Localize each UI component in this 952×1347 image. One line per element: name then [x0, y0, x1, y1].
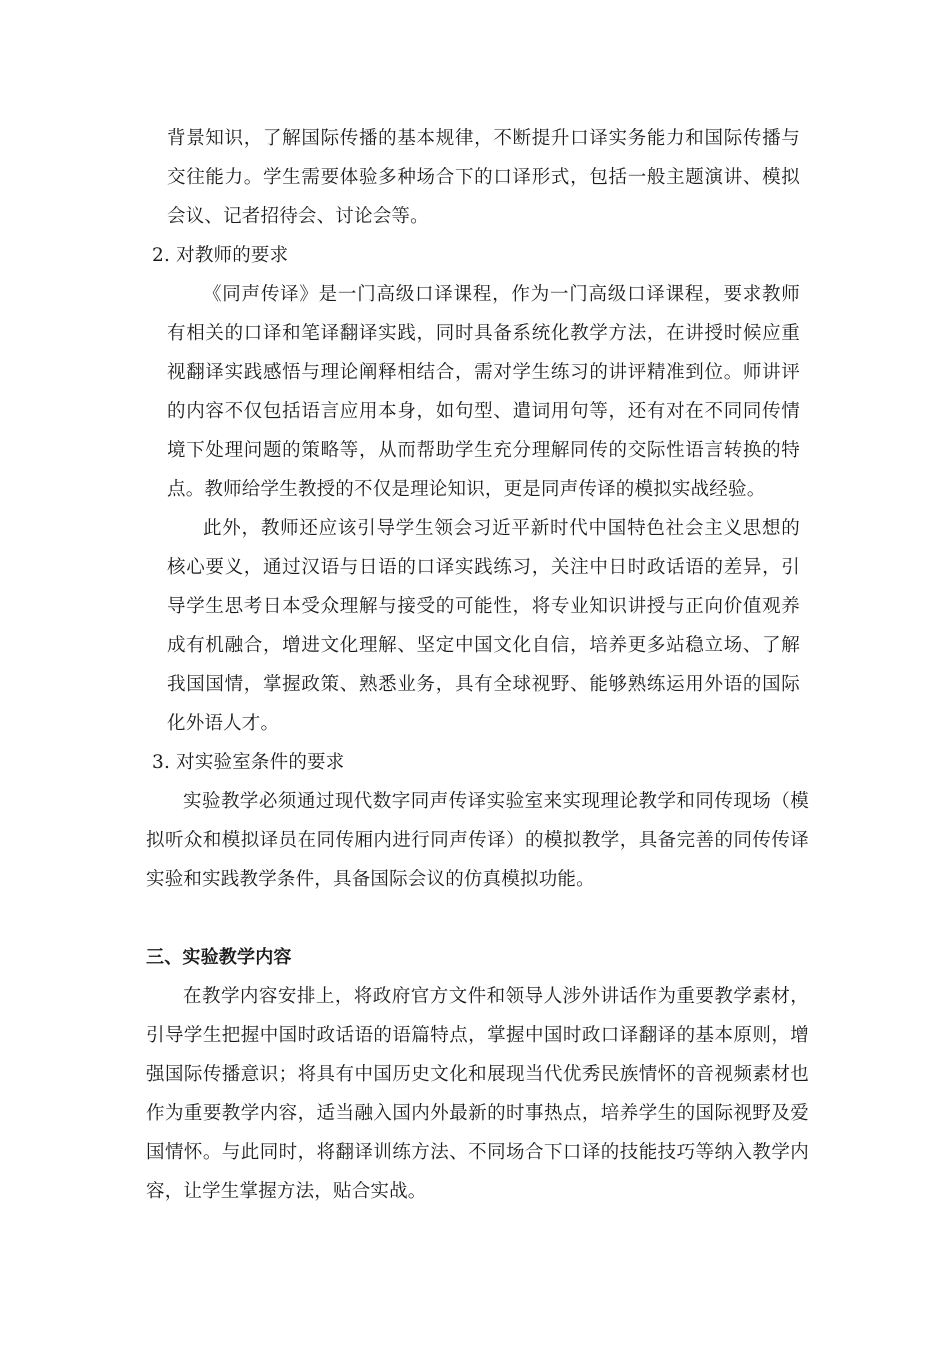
item3-line-1: 实验教学必须通过现代数字同声传译实验室来实现理论教学和同传现场（模	[183, 791, 809, 812]
item2-p1-line-5: 境下处理问题的策略等，从而帮助学生充分理解同传的交际性语言转换的特	[167, 440, 800, 461]
item2-p1-line-4: 的内容不仅包括语言应用本身，如句型、遣词用句等，还有对在不同同传情	[167, 401, 800, 422]
section3-line-3: 强国际传播意识；将具有中国历史文化和展现当代优秀民族情怀的音视频素材也	[146, 1064, 809, 1085]
item2-p2-line-6: 化外语人才。	[167, 713, 280, 734]
section3-line-6: 容，让学生掌握方法，贴合实战。	[146, 1181, 427, 1202]
section3-heading: 三、实验教学内容	[146, 947, 292, 968]
section3-line-4: 作为重要教学内容，适当融入国内外最新的时事热点，培养学生的国际视野及爱	[146, 1103, 809, 1124]
item3-heading: 3. 对实验室条件的要求	[152, 752, 345, 773]
item2-p1-line-6: 点。教师给学生教授的不仅是理论知识，更是同声传译的模拟实战经验。	[167, 479, 766, 500]
item2-p1-line-1: 《同声传译》是一门高级口译课程，作为一门高级口译课程，要求教师	[203, 284, 800, 305]
item3-line-3: 实验和实践教学条件，具备国际会议的仿真模拟功能。	[146, 869, 595, 890]
intro-line-2: 交往能力。学生需要体验多种场合下的口译形式，包括一般主题演讲、模拟	[167, 167, 800, 188]
section3-line-1: 在教学内容安排上，将政府官方文件和领导人涉外讲话作为重要教学素材，	[183, 986, 809, 1007]
item2-p1-line-2: 有相关的口译和笔译翻译实践，同时具备系统化教学方法，在讲授时候应重	[167, 323, 800, 344]
intro-line-3: 会议、记者招待会、讨论会等。	[167, 206, 429, 227]
item3-line-2: 拟听众和模拟译员在同传厢内进行同声传译）的模拟教学，具备完善的同传传译	[146, 830, 809, 851]
item2-p2-line-1: 此外，教师还应该引导学生领会习近平新时代中国特色社会主义思想的	[203, 518, 800, 539]
item2-p2-line-5: 我国国情，掌握政策、熟悉业务，具有全球视野、能够熟练运用外语的国际	[167, 674, 800, 695]
section3-line-2: 引导学生把握中国时政话语的语篇特点，掌握中国时政口译翻译的基本原则，增	[146, 1025, 809, 1046]
section3-line-5: 国情怀。与此同时，将翻译训练方法、不同场合下口译的技能技巧等纳入教学内	[146, 1142, 809, 1163]
intro-line-1: 背景知识，了解国际传播的基本规律，不断提升口译实务能力和国际传播与	[167, 128, 800, 149]
item2-heading: 2. 对教师的要求	[152, 245, 289, 266]
item2-p2-line-4: 成有机融合，增进文化理解、坚定中国文化自信，培养更多站稳立场、了解	[167, 635, 800, 656]
item2-p2-line-2: 核心要义，通过汉语与日语的口译实践练习，关注中日时政话语的差异，引	[167, 557, 800, 578]
item2-p2-line-3: 导学生思考日本受众理解与接受的可能性，将专业知识讲授与正向价值观养	[167, 596, 800, 617]
item2-p1-line-3: 视翻译实践感悟与理论阐释相结合，需对学生练习的讲评精准到位。师讲评	[167, 362, 800, 383]
